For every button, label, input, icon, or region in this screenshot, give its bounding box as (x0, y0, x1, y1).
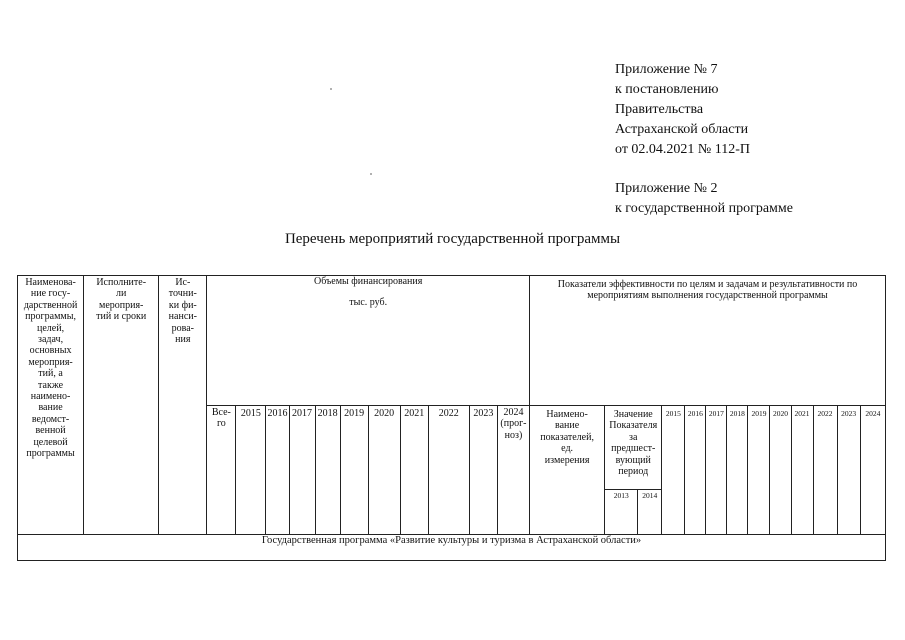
previous-period-year-2014: 2014 (638, 490, 662, 535)
funding-year-2019: 2019 (340, 406, 368, 535)
header-funding-unit: тыс. руб. (207, 297, 530, 406)
funding-year-2017: 2017 (289, 406, 315, 535)
header-previous-period-value: Значение Показателя за предшест- вующий период (605, 406, 662, 490)
indicator-year-2020: 2020 (770, 406, 791, 535)
funding-year-2024-forecast: 2024 (прог- ноз) (497, 406, 529, 535)
funding-year-2021: 2021 (400, 406, 428, 535)
previous-period-year-2013: 2013 (605, 490, 638, 535)
appendix-to-resolution: к постановлению (615, 82, 719, 97)
indicator-year-2017: 2017 (706, 406, 727, 535)
appendix-block (615, 60, 793, 219)
measures-table (17, 275, 886, 561)
indicator-year-2023: 2023 (837, 406, 860, 535)
indicator-year-2019: 2019 (748, 406, 770, 535)
indicator-year-2015: 2015 (662, 406, 685, 535)
indicator-year-2021: 2021 (791, 406, 813, 535)
header-indicator-name: Наимено- вание показателей, ед. измерения (530, 406, 605, 535)
appendix-date-number: от 02.04.2021 № 112-П (615, 142, 751, 157)
funding-year-2022: 2022 (428, 406, 469, 535)
indicator-year-2022: 2022 (813, 406, 837, 535)
appendix-government: Правительства (615, 102, 704, 117)
header-program-name: Наименова- ние госу- дарственной программы, целей, задач, основных мероприя- тий, а также наимено- вание ведомст- венной целевой программы (18, 276, 84, 535)
header-funding-sources: Ис- точни- ки фи- нанси- рова- ния (159, 276, 207, 535)
header-funding-total: Все- го (207, 406, 236, 535)
scan-speck (330, 88, 332, 90)
document-title: Перечень мероприятий государственной программы (284, 231, 621, 247)
funding-year-2016: 2016 (266, 406, 289, 535)
header-executors: Исполните- ли мероприя- тий и сроки (84, 276, 159, 535)
funding-year-2020: 2020 (368, 406, 400, 535)
indicator-year-2016: 2016 (685, 406, 706, 535)
appendix-number: Приложение № 7 (615, 62, 718, 77)
appendix-region: Астраханской области (615, 122, 749, 137)
indicator-year-2018: 2018 (727, 406, 748, 535)
header-efficiency-indicators: Показатели эффективности по целям и задачам и результативности по мероприятиям выполнения государственной программы (530, 276, 886, 406)
funding-year-2023: 2023 (469, 406, 497, 535)
appendix2-to-program: к государственной программе (615, 201, 793, 216)
header-funding-volumes: Объемы финансирования (207, 276, 530, 297)
funding-year-2015: 2015 (236, 406, 266, 535)
indicator-year-2024: 2024 (860, 406, 885, 535)
program-title-row: Государственная программа «Развитие культуры и туризма в Астраханской области» (18, 535, 886, 561)
appendix2-number: Приложение № 2 (615, 181, 718, 196)
scan-speck (370, 173, 372, 175)
funding-year-2018: 2018 (315, 406, 340, 535)
